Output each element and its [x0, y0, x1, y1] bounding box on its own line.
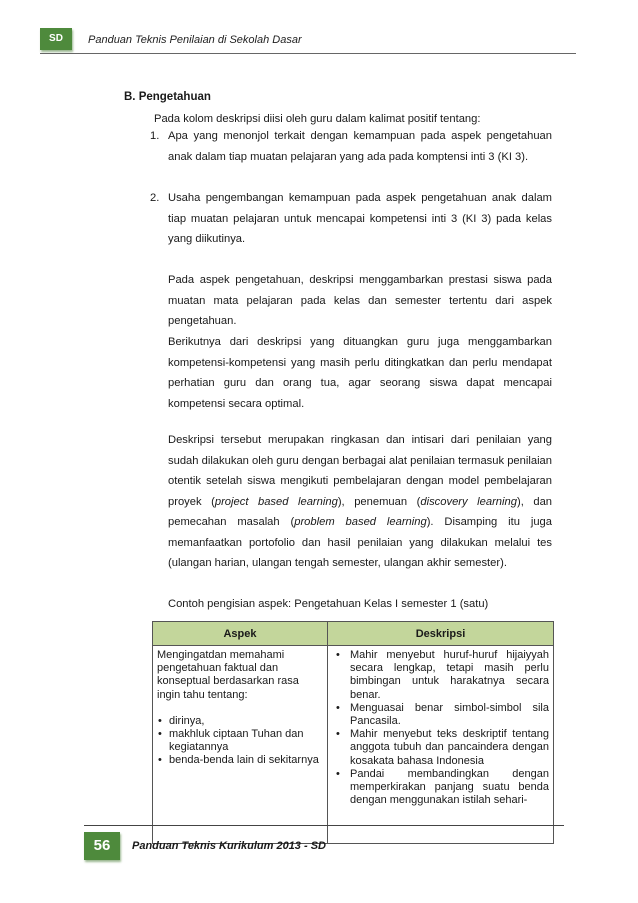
- p3-italic-term: problem based learning: [294, 516, 427, 528]
- p3-part: Deskripsi tersebut merupakan ringkasan dan intisari dari penilaian yang sudah dilakukan oleh guru dengan berbagai alat penilaian termasuk penilaian otentik setelah siswa mengikuti pembelajaran dengan model pembelajaran proyek (: [168, 434, 552, 508]
- item-number: 2.: [150, 192, 160, 204]
- example-table: [152, 621, 554, 844]
- p3-part: ), penemuan (: [337, 495, 421, 508]
- paragraph-4: Contoh pengisian aspek: Pengetahuan Kelas I semester 1 (satu): [168, 598, 489, 610]
- item-text: Usaha pengembangan kemampuan pada aspek pengetahuan anak dalam tiap muatan pelajaran untuk mencapai kompetensi inti 3 (KI 3) pada kelas yang diikutinya.: [168, 192, 552, 245]
- aspek-list: [157, 715, 323, 768]
- aspek-text: Mengingatdan memahami pengetahuan faktual dan konseptual berdasarkan rasa ingin tahu tentang:: [157, 649, 299, 701]
- paragraph-3: [168, 430, 552, 574]
- list-item: • makhluk ciptaan Tuhan dan kegiatannya: [157, 728, 323, 754]
- header-deskripsi: Deskripsi: [328, 622, 554, 646]
- item-number: 1.: [150, 130, 160, 142]
- deskripsi-cell: [328, 646, 554, 844]
- paragraph-1: Pada aspek pengetahuan, deskripsi menggambarkan prestasi siswa pada muatan mata pelajaran pada kelas dan semester tertentu dari aspek pengetahuan.: [168, 274, 552, 327]
- page-number-badge: 56: [84, 832, 120, 860]
- list-item: • Menguasai benar simbol-simbol sila Pancasila.: [332, 702, 549, 728]
- header-tab-sd: SD: [40, 28, 72, 50]
- p3-italic-term: discovery learning: [420, 495, 517, 508]
- section-intro: Pada kolom deskripsi diisi oleh guru dalam kalimat positif tentang:: [154, 113, 481, 125]
- list-item: • benda-benda lain di sekitarnya: [157, 754, 323, 767]
- numbered-item-2: [150, 188, 552, 250]
- p3-part: ). Disamping itu juga memanfaatkan portofolio dan hasil penilaian yang dilakukan melalui tes (ulangan harian, ulangan tengah semester, ulangan akhir semester).: [168, 516, 552, 569]
- aspek-cell: [153, 646, 328, 844]
- table-header-row: [153, 622, 554, 646]
- deskripsi-list: [332, 649, 549, 807]
- list-item: • Pandai membandingkan dengan memperkirakan panjang suatu benda dengan menggunakan istilah sehari-: [332, 768, 549, 808]
- item-text: Apa yang menonjol terkait dengan kemampuan pada aspek pengetahuan anak dalam tiap muatan pelajaran yang ada pada komptensi inti 3 (KI 3).: [168, 130, 552, 163]
- header-title: Panduan Teknis Penilaian di Sekolah Dasar: [88, 34, 302, 46]
- footer-divider: [84, 825, 564, 826]
- list-item: • dirinya,: [157, 715, 323, 728]
- p3-italic-term: project based learning: [214, 495, 338, 508]
- paragraph-2: Berikutnya dari deskripsi yang dituangkan guru juga menggambarkan kompetensi-kompetensi yang masih perlu ditingkatkan dan perlu mendapat perhatian guru dan orang tua, agar seorang siswa dapat mencapai kompetensi secara optimal.: [168, 336, 552, 410]
- p3-part: ), dan pemecahan masalah (: [168, 495, 553, 528]
- header-aspek: Aspek: [153, 622, 328, 646]
- footer-title: Panduan Teknis Kurikulum 2013 - SD: [132, 840, 326, 852]
- header-divider: [40, 53, 576, 54]
- table-row: [153, 646, 554, 844]
- list-item: • Mahir menyebut teks deskriptif tentang anggota tubuh dan pancaindera dengan kosakata bahasa Indonesia: [332, 728, 549, 768]
- numbered-item-1: [150, 126, 552, 167]
- list-item: • Mahir menyebut huruf-huruf hijaiyyah secara lengkap, tetapi masih perlu bimbingan untuk harakatnya secara benar.: [332, 649, 549, 702]
- section-title: B. Pengetahuan: [124, 91, 211, 103]
